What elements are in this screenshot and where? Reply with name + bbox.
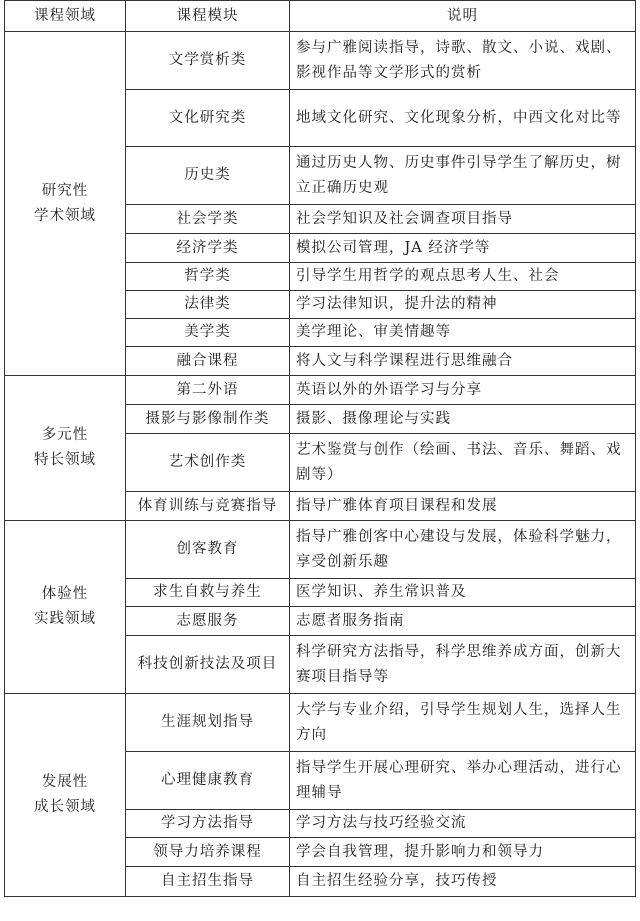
module-cell: 领导力培养课程 (126, 838, 290, 867)
description-cell: 引导学生用哲学的观点思考人生、社会 (290, 263, 636, 291)
description-cell: 将人文与科学课程进行思维融合 (290, 347, 636, 376)
table-row (5, 521, 636, 579)
module-cell: 历史类 (126, 147, 290, 205)
description-cell: 英语以外的外语学习与分享 (290, 376, 636, 405)
domain-cell-growth (5, 694, 126, 897)
description-cell: 通过历史人物、历史事件引导学生了解历史，树立正确历史观 (290, 147, 636, 205)
domain-name-line2: 学术领域 (34, 207, 96, 224)
table-row (5, 32, 636, 90)
description-cell: 学习法律知识，提升法的精神 (290, 291, 636, 319)
module-cell: 文学赏析类 (126, 32, 290, 90)
description-cell: 指导广雅创客中心建设与发展，体验科学魅力，享受创新乐趣 (290, 521, 636, 579)
description-cell: 美学理论、审美情趣等 (290, 319, 636, 347)
table-row (5, 694, 636, 752)
module-cell: 文化研究类 (126, 90, 290, 147)
module-cell: 心理健康教育 (126, 752, 290, 810)
description-cell: 社会学知识及社会调查项目指导 (290, 205, 636, 234)
module-cell: 第二外语 (126, 376, 290, 405)
domain-name-line2: 特长领域 (34, 452, 96, 468)
module-cell: 自主招生指导 (126, 867, 290, 897)
description-cell: 摄影、摄像理论与实践 (290, 405, 636, 434)
header-domain: 课程领域 (5, 1, 126, 32)
domain-name-line1: 研究性 (41, 182, 89, 199)
description-cell: 志愿者服务指南 (290, 607, 636, 636)
module-cell: 哲学类 (126, 263, 290, 291)
description-cell: 自主招生经验分享，技巧传授 (290, 867, 636, 897)
module-cell: 创客教育 (126, 521, 290, 579)
module-cell: 融合课程 (126, 347, 290, 376)
domain-name-line2: 实践领域 (34, 611, 96, 627)
module-cell: 经济学类 (126, 234, 290, 263)
header-row (5, 1, 636, 32)
domain-name-line2: 成长领域 (34, 799, 96, 815)
description-cell: 模拟公司管理，JA 经济学等 (290, 234, 636, 263)
description-cell: 学会自我管理，提升影响力和领导力 (290, 838, 636, 867)
module-cell: 法律类 (126, 291, 290, 319)
description-cell: 学习方法与技巧经验交流 (290, 810, 636, 838)
header-module: 课程模块 (126, 1, 290, 32)
domain-cell-research (5, 32, 126, 376)
module-cell: 美学类 (126, 319, 290, 347)
description-cell: 参与广雅阅读指导，诗歌、散文、小说、戏剧、影视作品等文学形式的赏析 (290, 32, 636, 90)
module-cell: 艺术创作类 (126, 434, 290, 492)
table-row (5, 376, 636, 405)
module-cell: 志愿服务 (126, 607, 290, 636)
domain-cell-diverse (5, 376, 126, 521)
module-cell: 学习方法指导 (126, 810, 290, 838)
description-cell: 医学知识、养生常识普及 (290, 579, 636, 607)
module-cell: 科技创新技法及项目 (126, 636, 290, 694)
description-cell: 科学研究方法指导，科学思维养成方面，创新大赛项目指导等 (290, 636, 636, 694)
domain-name-line1: 体验性 (41, 586, 89, 602)
description-cell: 大学与专业介绍，引导学生规划人生，选择人生方向 (290, 694, 636, 752)
description-cell: 地域文化研究、文化现象分析，中西文化对比等 (290, 90, 636, 147)
description-cell: 艺术鉴赏与创作（绘画、书法、音乐、舞蹈、戏剧等） (290, 434, 636, 492)
description-cell: 指导广雅体育项目课程和发展 (290, 492, 636, 521)
module-cell: 体育训练与竞赛指导 (126, 492, 290, 521)
course-table (4, 0, 636, 897)
header-description: 说明 (290, 1, 636, 32)
module-cell: 社会学类 (126, 205, 290, 234)
domain-name-line1: 多元性 (41, 427, 89, 443)
domain-cell-experience (5, 521, 126, 694)
module-cell: 生涯规划指导 (126, 694, 290, 752)
module-cell: 摄影与影像制作类 (126, 405, 290, 434)
module-cell: 求生自救与养生 (126, 579, 290, 607)
domain-name-line1: 发展性 (41, 774, 89, 790)
description-cell: 指导学生开展心理研究、举办心理活动，进行心理辅导 (290, 752, 636, 810)
